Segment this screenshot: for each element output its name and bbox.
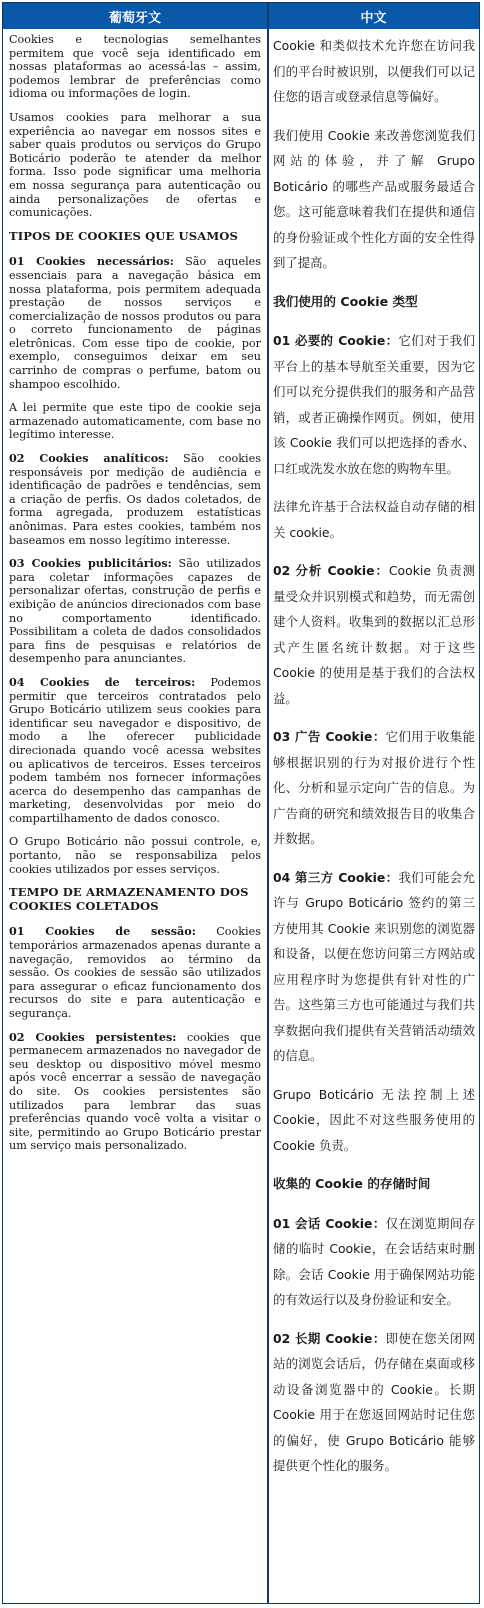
pt-session-cookies [9, 925, 261, 1020]
pt-analytics-cookies [9, 452, 261, 547]
pt-advertising-cookies [9, 557, 261, 666]
zh-analytics-title: 02 分析 Cookie： [273, 563, 389, 578]
zh-persistent-cookies [273, 1326, 475, 1479]
pt-persistent-cookies [9, 1031, 261, 1153]
pt-usage-paragraph: Usamos cookies para melhorar a sua experiência ao navegar em nossos sites e saber quais produtos ou serviços do Grupo Boticário poderão te atender da melhor forma. Isso pode significar uma melhoria em nossa segurança para autenticação ou ainda personalizações de ofertas e comunicações. [9, 110, 261, 220]
pt-analytics-title: 02 Cookies analíticos: [9, 451, 169, 466]
pt-third-party-cookies [9, 676, 261, 826]
zh-control-paragraph: Grupo Boticário 无法控制上述 Cookie，因此不对这些服务使用的 Cookie 负责。 [273, 1086, 475, 1153]
zh-persistent-text: 即使在您关闭网站的浏览会话后，仍存储在桌面或移动设备浏览器中的 Cookie。长期 Cookie 用于在您返回网站时记住您的偏好，使 Grupo Boticário 能够提供更个性化的服务。 [273, 1330, 475, 1473]
pt-third-party-text: Podemos permitir que terceiros contratados pelo Grupo Boticário utilizem seus cookies para identificar seu navegador e dispositivo, de modo a lhe oferecer publicidade direcionada quando você acessa websites ou aplicativos de terceiros. Esses terceiros podem também nos fornecer informações acerca do desempenho das campanhas de marketing, desenvolvidas por meio do compartilhamento de dados conosco. [9, 675, 261, 825]
bilingual-table [2, 2, 480, 1604]
pt-persistent-title: 02 Cookies persistentes: [9, 1029, 177, 1044]
zh-storage-heading: 收集的 Cookie 的存储时间 [273, 1176, 431, 1191]
zh-cookie-types-heading: 我们使用的 Cookie 类型 [273, 293, 418, 309]
zh-legal-paragraph: 法律允许基于合法权益自动存储的相关 cookie。 [273, 499, 475, 540]
chinese-column-header: 中文 [268, 3, 479, 29]
zh-necessary-cookies [273, 328, 475, 481]
zh-necessary-title: 01 必要的 Cookie： [273, 333, 399, 348]
pt-control-paragraph: O Grupo Boticário não possui controle, e, portanto, não se responsabiliza pelos cookies utilizados por esses serviços. [9, 835, 261, 876]
chinese-column [273, 33, 475, 1492]
zh-intro-paragraph: Cookie 和类似技术允许您在访问我们的平台时被识别，以便我们可以记住您的语言或登录信息等偏好。 [273, 38, 475, 104]
zh-advertising-text: 它们用于收集能够根据识别的行为对报价进行个性化、分析和显示定向广告的信息。为广告商的研究和绩效报告目的收集合并数据。 [273, 729, 475, 846]
column-divider [267, 3, 269, 1603]
pt-third-party-title: 04 Cookies de terceiros: [9, 674, 196, 689]
zh-session-title: 01 会话 Cookie： [273, 1215, 386, 1231]
zh-session-text: 仅在浏览期间存储的临时 Cookie，在会话结束时删除。会话 Cookie 用于确保网站功能的有效运行以及身份验证和安全。 [273, 1215, 475, 1307]
zh-third-party-title: 04 第三方 Cookie： [273, 869, 399, 885]
pt-cookie-types-heading: TIPOS DE COOKIES QUE USAMOS [9, 228, 238, 243]
zh-third-party-text: 我们可能会允许与 Grupo Boticário 签约的第三方使用其 Cookie 来识别您的浏览器和设备，以便在您访问第三方网站或应用程序时为您提供有针对性的广告。这些第三方也可能通过与我们共享数据向我们提供有关营销活动绩效的信息。 [273, 869, 475, 1063]
pt-necessary-title: 01 Cookies necessários: [9, 254, 174, 269]
portuguese-column-header: 葡萄牙文 [3, 3, 268, 29]
pt-persistent-text: cookies que permanecem armazenados no navegador de seu desktop ou dispositivo móvel mesmo após você encerrar a sessão de navegação do site. Os cookies persistentes são utilizados para lembrar das suas preferências quando você volta a visitar o site, permitindo ao Grupo Boticário prestar um serviço mais personalizado. [9, 1030, 262, 1153]
pt-session-title: 01 Cookies de sessão: [9, 924, 196, 939]
table-header [3, 3, 479, 29]
pt-necessary-cookies [9, 255, 261, 391]
portuguese-column [9, 33, 261, 1163]
zh-advertising-cookies [273, 724, 475, 852]
pt-necessary-text: São aqueles essenciais para a navegação básica em nossa plataforma, pois permitem adequada prestação de nossos serviços e comercialização de nossos produtos ou para o correto funcionamento de páginas eletrônicas. Com esse tipo de cookie, por exemplo, conseguimos deixar em seu carrinho de compras o perfume, batom ou shampoo escolhido. [9, 255, 262, 391]
zh-analytics-text: Cookie 负责测量受众并识别模式和趋势，而无需创建个人资料。收集到的数据以汇总形式产生匿名统计数据。对于这些 Cookie 的使用是基于我们的合法权益。 [273, 563, 475, 706]
pt-storage-heading: TEMPO DE ARMAZENAMENTO DOS COOKIES COLETADOS [9, 885, 249, 913]
zh-analytics-cookies [273, 558, 475, 711]
zh-third-party-cookies [273, 865, 475, 1069]
pt-analytics-text: São cookies responsáveis por medição de audiência e identificação de padrões e tendências, sem a criação de perfis. Os dados coletados, de forma agregada, produzem estatísticas anônimas. Para estes cookies, também nos baseamos em nosso legítimo interesse. [9, 452, 261, 547]
pt-intro-paragraph: Cookies e tecnologias semelhantes permitem que você seja identificado em nossas plataformas ao acessá-las – assim, podemos lembrar de preferências como idioma ou informações de login. [9, 33, 261, 101]
zh-usage-paragraph: 我们使用 Cookie 来改善您浏览我们网站的体验，并了解 Grupo Boticário 的哪些产品或服务最适合您。这可能意味着我们在提供和通信的身份验证或个性化方面的安全性得到了提高。 [273, 127, 475, 270]
pt-advertising-title: 03 Cookies publicitários: [9, 556, 172, 571]
pt-legal-paragraph: A lei permite que este tipo de cookie seja armazenado automaticamente, com base no legítimo interesse. [9, 401, 261, 442]
zh-persistent-title: 02 长期 Cookie： [273, 1330, 386, 1346]
zh-session-cookies [273, 1211, 475, 1313]
pt-session-text: Cookies temporários armazenados apenas durante a navegação, removidos ao término da sessão. Os cookies de sessão são utilizados para assegurar o eficaz funcionamento dos recursos do site e para autenticação e segurança. [9, 925, 261, 1020]
zh-necessary-text: 它们对于我们平台上的基本导航至关重要，因为它们可以充分提供我们的服务和产品营销，或者正确操作网页。例如，使用该 Cookie 我们可以把选择的香水、口红或洗发水放在您的购物车里。 [273, 333, 475, 476]
zh-advertising-title: 03 广告 Cookie： [273, 729, 386, 744]
pt-advertising-text: São utilizados para coletar informações capazes de personalizar ofertas, construção de perfis e exibição de anúncios direcionados com base no comportamento identificado. Possibilitam a coleta de dados consolidados para fins de pesquisas e relatórios de desempenho para anunciantes. [9, 557, 261, 666]
